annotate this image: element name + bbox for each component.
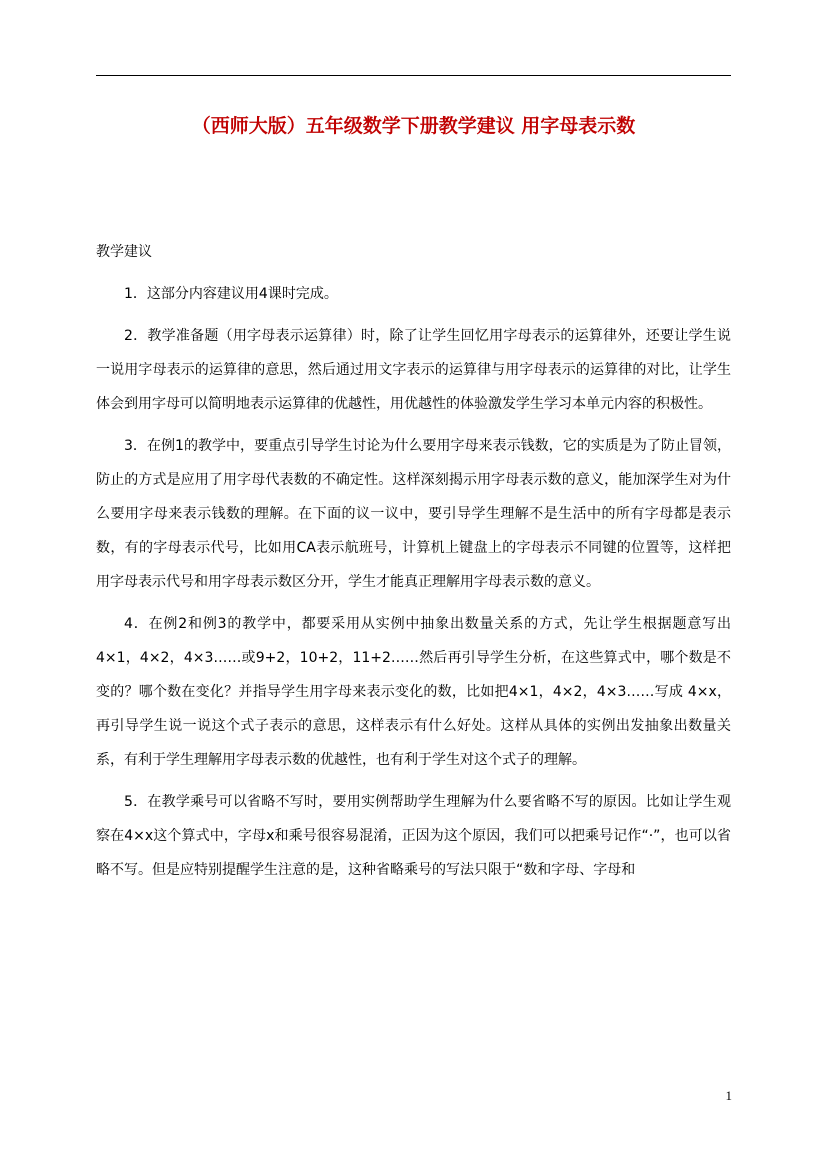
page-number: 1 [725,1088,732,1103]
paragraph-3: 3．在例1的教学中，要重点引导学生讨论为什么要用字母来表示钱数，它的实质是为了防止冒领，防止的方式是应用了用字母代表数的不确定性。这样深刻揭示用字母表示数的意义，能加深学生对为什么要用字母来表示钱数的理解。在下面的议一议中，要引导学生理解不是生活中的所有字母都是表示数，有的字母表示代号，比如用CA表示航班号，计算机上键盘上的字母表示不同键的位置等，这样把用字母表示代号和用字母表示数区分开，学生才能真正理解用字母表示数的意义。 [96,438,731,590]
document-body [96,235,731,895]
paragraph-2: 2．教学准备题（用字母表示运算律）时，除了让学生回忆用字母表示的运算律外，还要让学生说一说用字母表示的运算律的意思，然后通过用文字表示的运算律与用字母表示的运算律的对比，让学生体会到用字母可以简明地表示运算律的优越性，用优越性的体验激发学生学习本单元内容的积极性。 [96,328,731,412]
header-rule [96,75,731,76]
paragraph-4: 4．在例2和例3的教学中，都要采用从实例中抽象出数量关系的方式，先让学生根据题意写出4×1，4×2，4×3……或9+2，10+2，11+2……然后再引导学生分析，在这些算式中，哪个数是不变的？哪个数在变化？并指导学生用字母来表示变化的数，比如把4×1，4×2，4×3……写成 4×x，再引导学生说一说这个式子表示的意思，这样表示有什么好处。这样从具体的实例出发抽象出数量关系，有利于学生理解用字母表示数的优越性，也有利于学生对这个式子的理解。 [96,616,731,768]
document-title: （西师大版）五年级数学下册教学建议 用字母表示数 [191,115,636,137]
paragraph-5: 5．在教学乘号可以省略不写时，要用实例帮助学生理解为什么要省略不写的原因。比如让学生观察在4×x这个算式中，字母x和乘号很容易混淆，正因为这个原因，我们可以把乘号记作“·”，也可以省略不写。但是应特别提醒学生注意的是，这种省略乘号的写法只限于“数和字母、字母和 [96,794,731,878]
section-heading: 教学建议 [96,244,152,260]
paragraph-1: 1．这部分内容建议用4课时完成。 [124,286,338,302]
